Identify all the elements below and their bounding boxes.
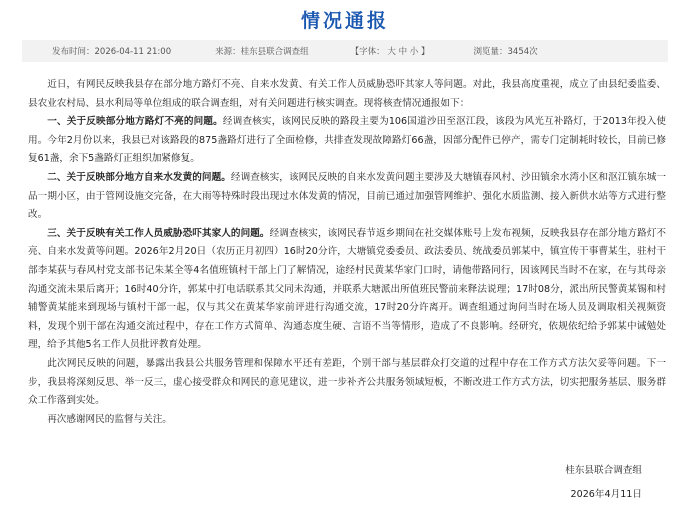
source: 来源：桂东县联合调查组	[215, 47, 309, 57]
font-size-switcher	[351, 45, 430, 57]
conclusion-paragraph: 此次网民反映的问题，暴露出我县公共服务管理和保障水平还有差距，个别干部与基层群众打交道的过程中存在工作方式方法欠妥等问题。下一步，我县将深刻反思、举一反三，虚心接受群众和网民的意见建议，进一步补齐公共服务领域短板，不断改进工作方式方法，切实把服务基层、服务群众工作落到实处。	[28, 357, 666, 407]
section-2-text: 经调查核实，该网民反映的自来水发黄问题主要涉及大塘镇春风村、沙田镇余水湾小区和沤江镇东城一品一期小区，由于管网设施交完备，在大雨等特殊时段出现过水体发黄的情况，目前已通过加强管网维护、强化水质监测、接入新供水站等方式进行整改。	[28, 171, 667, 221]
section-1-paragraph	[28, 113, 666, 169]
font-size-medium-button[interactable]: 中	[398, 47, 408, 57]
article-body	[28, 76, 666, 429]
font-size-small-button[interactable]: 小	[409, 47, 419, 57]
signature-org: 桂东县联合调查组	[565, 465, 642, 476]
thanks-paragraph: 再次感谢网民的监督与关注。	[47, 413, 172, 425]
section-2-heading: 二、关于反映部分地方自来水发黄的问题。	[47, 171, 231, 183]
publish-time: 发布时间：2026-04-11 21:00	[52, 47, 172, 57]
page-title: 情况通报	[300, 10, 389, 32]
section-3-text: 经调查核实，该网民春节返乡期间在社交媒体账号上发布视频，反映我县存在部分地方路灯不亮、自来水发黄等问题。2026年2月20日（农历正月初四）16时20分许，大塘镇党委委员、政法委员、统战委员郭某中，镇宣传干事曹某生，驻村干部李某荻与春风村党支部书记朱某全等4名值班镇村干部上门了解情况，途经村民黄某华家门口时，请他带路同行，因该网民当时不在家，在与其母亲沟通交流未果后离开；16时40分许，郭某中打电话联系其父同未沟通，并联系大塘派出所值班民警前来释法说理；17时08分，派出所民警黄某锡和村辅警黄某能来到现场与镇村干部一起，仅与其父在黄某华家前评进行沟通交流，17时20分许离开。调查组通过询问当时在场人员及调取相关视频资料，发现个别干部在沟通交流过程中，存在工作方式简单、沟通态度生硬、言语不当等情形，造成了不良影响。经研究，依规依纪给予郭某中诫勉处理，给予其他5名工作人员批评教育处理。	[28, 227, 667, 351]
font-size-close-bracket: 】	[421, 47, 430, 57]
font-size-label: 【字体：	[350, 47, 385, 57]
section-1-text: 经调查核实，该网民反映的路段主要为106国道沙田至沤江段，该段为风光互补路灯，于2013年投入使用。今年2月份以来，我县已对该路段的875盏路灯进行了全面检修，共排查发现故障路灯66盏，因部分配件已停产，需专门定制耗时较长，目前已修复61盏，余下5盏路灯正组织加紧修复。	[28, 116, 666, 165]
section-1-heading: 一、关于反映部分地方路灯不亮的问题。	[47, 116, 223, 128]
font-size-large-button[interactable]: 大	[387, 47, 396, 57]
section-3-heading: 三、关于反映有关工作人员威胁恐吓其家人的问题。	[47, 227, 270, 239]
intro-paragraph: 近日，有网民反映我县存在部分地方路灯不亮、自来水发黄、有关工作人员威胁恐吓其家人等问题。对此，我县高度重视，成立了由县纪委监委、县农业农村局、县水利局等单位组成的联合调查组，对有关问题进行核实调查。现将核查情况通报如下：	[28, 79, 666, 109]
article-meta-bar	[22, 40, 668, 62]
view-count: 浏览量：3454次	[473, 47, 538, 57]
signature-date: 2026年4月11日	[570, 489, 642, 500]
section-3-paragraph	[28, 225, 666, 355]
section-2-paragraph	[28, 169, 666, 225]
